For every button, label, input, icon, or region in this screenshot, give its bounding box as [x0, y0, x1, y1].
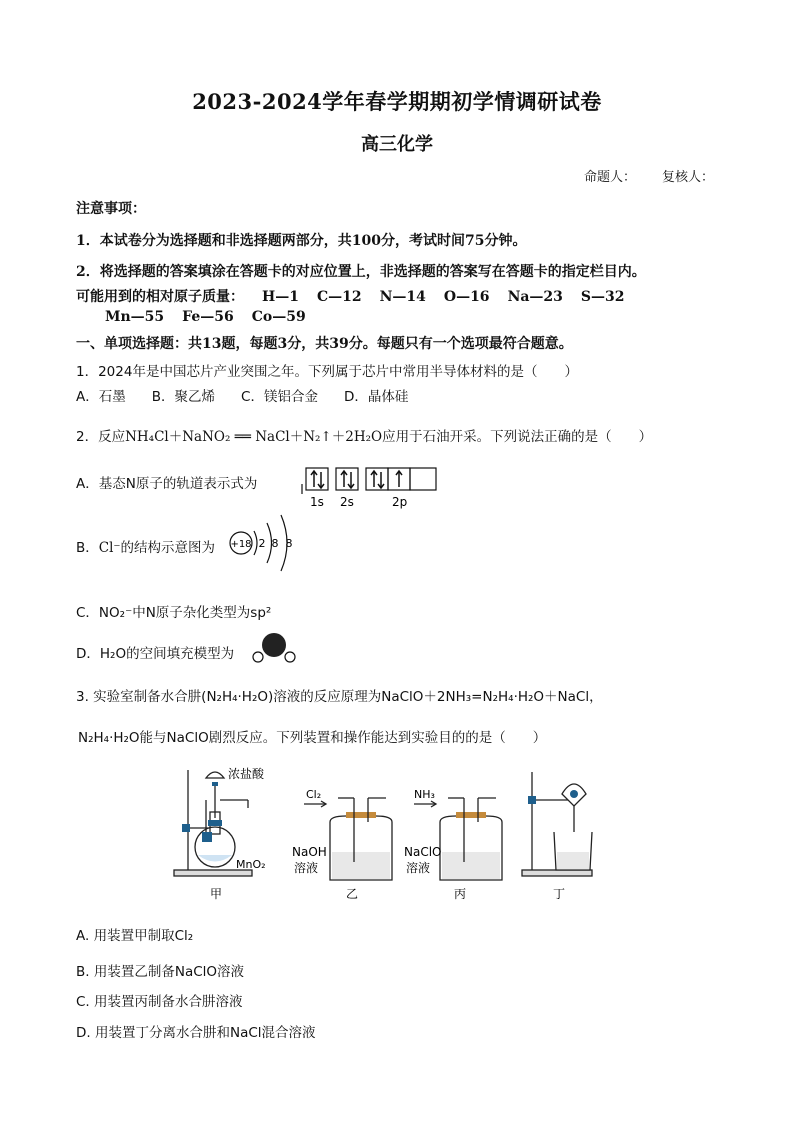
cl-ion-structure-diagram [226, 510, 298, 576]
orbital-label-2s: 2s [340, 495, 354, 509]
apparatus-ding [522, 772, 592, 876]
mass-o: O—16 [443, 289, 490, 305]
mass-h: H—1 [262, 289, 299, 305]
water-space-filling-model [248, 630, 300, 668]
q1-option-d: D．晶体硅 [343, 389, 409, 405]
q1-stem: 1．2024年是中国芯片产业突围之年。下列属于芯片中常用半导体材料的是（ ） [76, 364, 578, 380]
bing-caption: 丙 [454, 887, 467, 901]
q2-option-c: C．NO₂⁻中N原子杂化类型为sp² [76, 605, 272, 621]
q2-option-b-ion: Cl⁻ [98, 540, 121, 556]
reviewer-label: 复核人： [662, 170, 715, 185]
q2-option-b [76, 536, 215, 556]
q2-option-b-suffix: 的结构示意图为 [120, 540, 216, 556]
mass-n: N—14 [379, 289, 426, 305]
q1-option-c: C．镁铝合金 [241, 389, 318, 405]
mass-fe: Fe—56 [182, 309, 234, 325]
orbital-label-2p: 2p [392, 495, 408, 509]
jia-reagent-top: 浓盐酸 [228, 767, 265, 781]
orbital-diagram [296, 464, 441, 512]
yi-gas: Cl₂ [306, 788, 322, 801]
atomic-mass-label: 可能用到的相对原子质量： [76, 289, 244, 305]
jia-reagent-bottom: MnO₂ [236, 858, 266, 871]
q3-option-a: A. 用装置甲制取Cl₂ [76, 928, 194, 944]
q1-options [76, 385, 408, 405]
jia-caption: 甲 [210, 887, 223, 901]
bing-gas: NH₃ [414, 788, 435, 801]
atomic-mass-row-1 [76, 286, 625, 306]
orbital-label-1s: 1s [310, 495, 324, 509]
atomic-mass-row-2 [105, 309, 306, 325]
ding-caption: 丁 [553, 887, 566, 901]
q2-option-d: D．H₂O的空间填充模型为 [76, 646, 235, 662]
shell-2-electrons: 8 [271, 537, 279, 550]
note-item-1: 1．本试卷分为选择题和非选择题两部分，共100分，考试时间75分钟。 [76, 233, 527, 249]
yi-solution-line-2: 溶液 [294, 861, 319, 875]
q2-stem [76, 425, 652, 445]
notes-heading: 注意事项： [76, 201, 146, 217]
section-heading: 一、单项选择题：共13题，每题3分，共39分。每题只有一个选项最符合题意。 [76, 336, 573, 352]
bing-solution-line-1: NaClO [404, 845, 442, 859]
shell-1-electrons: 2 [258, 537, 266, 550]
mass-na: Na—23 [507, 289, 563, 305]
apparatus-figure [170, 760, 600, 910]
q3-option-d: D. 用装置丁分离水合肼和NaCl混合溶液 [76, 1025, 316, 1041]
q1-option-b: B．聚乙烯 [151, 389, 216, 405]
shell-3-electrons: 8 [285, 537, 293, 550]
q3-stem-line-2: N₂H₄·H₂O能与NaClO剧烈反应。下列装置和操作能达到实验目的的是（ ） [78, 730, 547, 746]
q3-stem-line-1: 3. 实验室制备水合肼(N₂H₄·H₂O)溶液的反应原理为NaClO＋2NH₃=N₂H₄·H₂O＋NaCl， [76, 689, 603, 705]
mass-mn: Mn—55 [105, 309, 165, 325]
q3-option-b: B. 用装置乙制备NaClO溶液 [76, 964, 245, 980]
exam-title: 2023-2024学年春学期期初学情调研试卷 [192, 89, 602, 114]
q2-option-a: A．基态N原子的轨道表示式为 [76, 476, 258, 492]
q2-stem-suffix: 应用于石油开采。下列说法正确的是（ ） [382, 429, 653, 445]
yi-solution-line-1: NaOH [292, 845, 327, 859]
q2-stem-prefix: 2．反应 [76, 429, 126, 445]
author-line [584, 166, 714, 185]
nucleus-charge: +18 [230, 539, 252, 550]
yi-caption: 乙 [346, 887, 359, 901]
exam-subtitle: 高三化学 [361, 134, 433, 155]
q2-reaction: NH₄Cl＋NaNO₂ ══ NaCl＋N₂↑＋2H₂O [125, 429, 383, 445]
author-label: 命题人： [584, 170, 637, 185]
mass-c: C—12 [316, 289, 362, 305]
note-item-2: 2．将选择题的答案填涂在答题卡的对应位置上，非选择题的答案写在答题卡的指定栏目内。 [76, 264, 646, 280]
q1-option-a: A．石墨 [76, 389, 126, 405]
mass-s: S—32 [580, 289, 625, 305]
q2-option-b-prefix: B． [76, 540, 99, 556]
q3-option-c: C. 用装置丙制备水合肼溶液 [76, 994, 243, 1010]
mass-co: Co—59 [251, 309, 306, 325]
bing-solution-line-2: 溶液 [406, 861, 431, 875]
